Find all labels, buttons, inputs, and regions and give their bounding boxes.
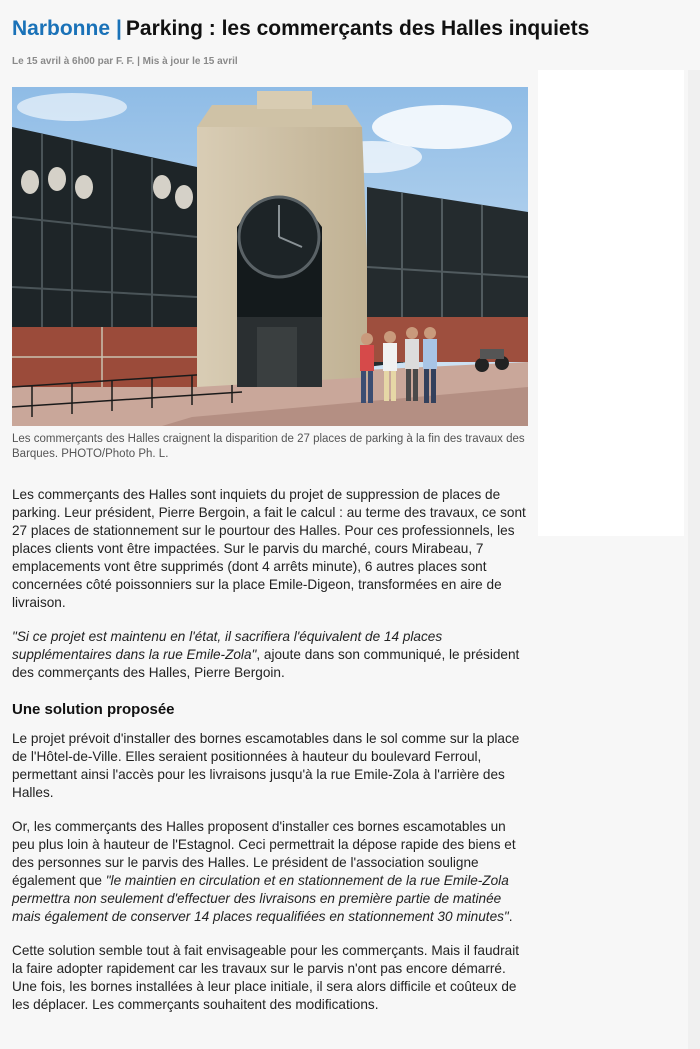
article-paragraph-4 bbox=[12, 818, 528, 926]
title-separator: | bbox=[116, 17, 122, 40]
article-subheading: Une solution proposée bbox=[12, 701, 175, 718]
headline: Parking : les commerçants des Halles inquiets bbox=[125, 17, 590, 40]
article-paragraph-3: Le projet prévoit d'installer des bornes escamotables dans le sol comme sur la place de l'Hôtel-de-Ville. Elles seraient positionnées à hauteur du boulevard Ferroul, permettant ainsi l'accès pour les livraisons jusqu'à la rue Emile-Zola à l'arrière des Halles. bbox=[12, 731, 520, 800]
article-title bbox=[12, 14, 692, 44]
article-paragraph-5: Cette solution semble tout à fait envisageable pour les commerçants. Mais il faudrait la faire adopter rapidement car les travaux sur le parvis n'ont pas encore démarré. Une fois, les bornes installées à leur place initiale, il sera alors difficile et coûteux de les déplacer. Les commerçants souhaitent des modifications. bbox=[12, 943, 519, 1012]
market-hall-illustration bbox=[12, 87, 528, 426]
article-photo bbox=[12, 87, 528, 426]
section-label[interactable]: Narbonne bbox=[12, 17, 111, 40]
quote-attribution: , ajoute dans son communiqué, le président des commerçants des Halles, Pierre Bergoin. bbox=[12, 647, 520, 680]
article-body bbox=[12, 486, 528, 1030]
page-scrollbar-track[interactable] bbox=[688, 70, 700, 1049]
photo-caption: Les commerçants des Halles craignent la disparition de 27 places de parking à la fin des travaux des Barques. PHOTO/Photo Ph. L. bbox=[12, 433, 525, 460]
paragraph-4-intro: Or, les commerçants des Halles proposent d'installer ces bornes escamotables un peu plus loin à hauteur de l'Estagnol. Ceci permettrait la dépose rapide des biens et des personnes sur le parvis des Halles. Le président de l'association souligne également que bbox=[12, 819, 516, 888]
article-paragraph-2 bbox=[12, 628, 528, 682]
quote-president: "le maintien en circulation et en stationnement de la rue Emile-Zola permettra non seulement d'effectuer des livraisons en première partie de matinée mais également de conserver 14 places requalifiées en stationnement 30 minutes" bbox=[12, 873, 509, 924]
quote-bergoin: "Si ce projet est maintenu en l'état, il sacrifiera l'équivalent de 14 places supplémentaires dans la rue Emile-Zola" bbox=[12, 629, 443, 662]
byline: Le 15 avril à 6h00 par F. F. | Mis à jour le 15 avril bbox=[12, 56, 238, 67]
right-sidebar-panel bbox=[538, 70, 684, 536]
paragraph-4-end: . bbox=[508, 909, 513, 924]
article-paragraph-1: Les commerçants des Halles sont inquiets du projet de suppression de places de parking. Leur président, Pierre Bergoin, a fait le calcul : au terme des travaux, ce sont 27 places de stationnement sur le pourtour des Halles. Pour ces professionnels, les places clients vont être impactées. Sur le parvis du marché, cours Mirabeau, 7 emplacements vont être supprimés (dont 4 arrêts minute), 6 autres places sont concernées côté poissonniers sur la place Emile-Digeon, transformées en aire de livraison. bbox=[12, 487, 526, 610]
